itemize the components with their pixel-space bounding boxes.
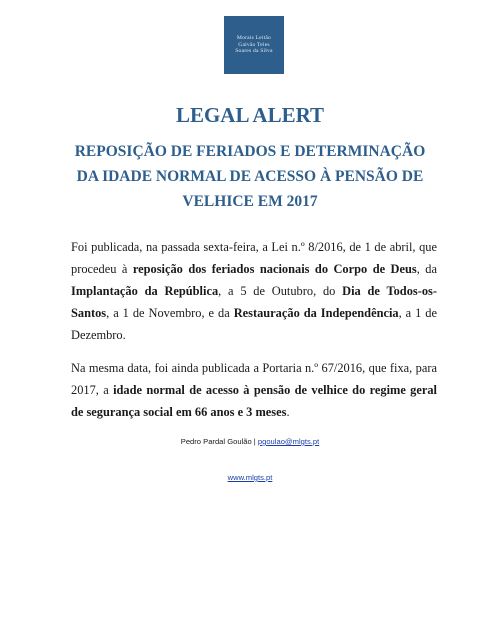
p1-text-4: , a 1 de Novembro, e da	[106, 306, 234, 320]
logo-line-1: Morais Leitão	[236, 35, 272, 42]
p1-text-1: Foi publicada, na passada sexta-feira, a Lei n.º 8/2016, de 1 de abril, que procedeu à	[71, 240, 437, 276]
author-signature	[0, 437, 500, 446]
logo-line-2: Galvão Teles	[238, 41, 270, 48]
p1-text-2: , da	[416, 262, 437, 276]
document-subtitle	[40, 139, 460, 214]
author-email-link[interactable]: pgoulao@mlgts.pt	[257, 437, 320, 446]
signature-separator: |	[251, 437, 258, 446]
body-paragraph-1	[71, 236, 437, 346]
p2-bold-1: idade normal de acesso à pensão de velhice do regime geral de segurança social em 66 anos e 3 meses	[71, 383, 438, 419]
p2-text-2: .	[286, 405, 290, 419]
website-footer	[0, 473, 500, 482]
p1-bold-3: Dia de Todos-os-Santos	[71, 284, 437, 320]
subtitle-line-1: REPOSIÇÃO DE FERIADOS E DETERMINAÇÃO	[74, 143, 426, 160]
p1-text-5: , a 1 de Dezembro.	[71, 306, 438, 342]
website-link[interactable]: www.mlgts.pt	[227, 473, 273, 482]
p2-text-1: Na mesma data, foi ainda publicada a Portaria n.º 67/2016, que fixa, para 2017, a	[71, 361, 437, 397]
author-name: Pedro Pardal Goulão	[180, 437, 252, 446]
p1-text-3: , a 5 de Outubro, do	[218, 284, 343, 298]
firm-logo	[224, 16, 284, 74]
subtitle-line-2: DA IDADE NORMAL DE ACESSO À PENSÃO DE	[76, 168, 424, 185]
p1-bold-4: Restauração da Independência	[233, 306, 399, 320]
body-paragraph-2	[71, 357, 437, 423]
subtitle-line-3: VELHICE EM 2017	[182, 193, 318, 210]
p1-bold-1: reposição dos feriados nacionais do Corpo de Deus	[132, 262, 417, 276]
p1-bold-2: Implantação da República	[71, 284, 219, 298]
logo-line-3: Soares da Silva	[235, 48, 273, 55]
document-title: LEGAL ALERT	[175, 103, 325, 127]
